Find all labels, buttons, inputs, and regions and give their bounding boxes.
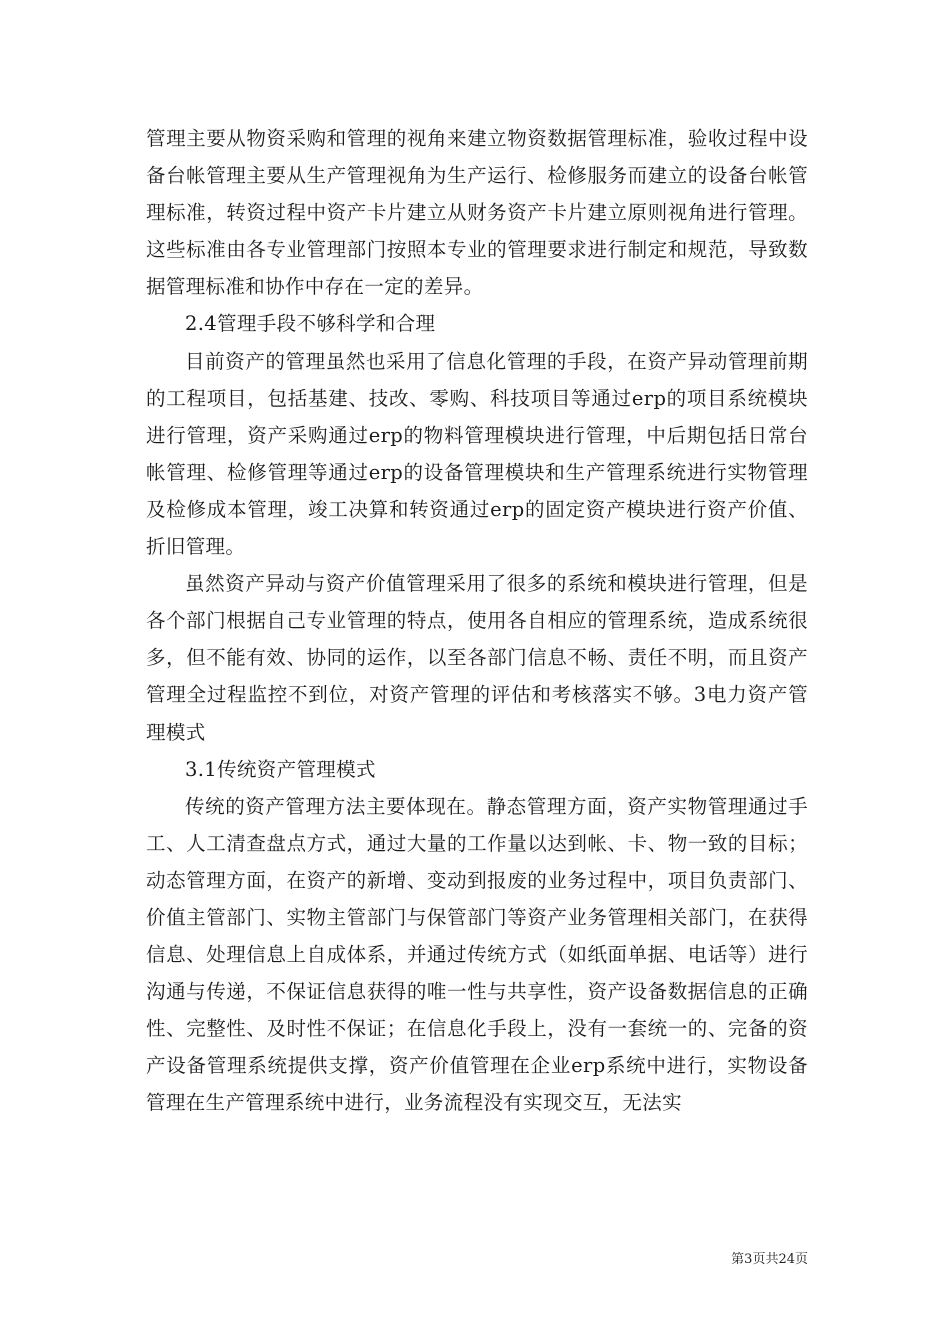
section-heading-2-4: 2.4管理手段不够科学和合理 (185, 312, 436, 336)
paragraph-traditional-management: 传统的资产管理方法主要体现在。静态管理方面，资产实物管理通过手工、人工清查盘点方式，通过大量的工作量以达到帐、卡、物一致的目标；动态管理方面，在资产的新增、变动到报废的业务过程中，项目负责部门、价值主管部门、实物主管部门与保管部门等资产业务管理相关部门，在获得信息、处理信息上自成体系，并通过传统方式（如纸面单据、电话等）进行沟通与传递，不保证信息获得的唯一性与共享性，资产设备数据信息的正确性、完整性、及时性不保证；在信息化手段上，没有一套统一的、完备的资产设备管理系统提供支撑，资产价值管理在企业erp系统中进行，实物设备管理在生产管理系统中进行，业务流程没有实现交互，无法实 (146, 794, 808, 1115)
page-number-footer: 第3页共24页 (731, 1252, 808, 1267)
paragraph-information-management: 目前资产的管理虽然也采用了信息化管理的手段，在资产异动管理前期的工程项目，包括基建、技改、零购、科技项目等通过erp的项目系统模块进行管理，资产采购通过erp的物料管理模块进行管理，中后期包括日常台帐管理、检修管理等通过erp的设备管理模块和生产管理系统进行实物管理及检修成本管理，竣工决算和转资通过erp的固定资产模块进行资产价值、折旧管理。 (146, 349, 808, 559)
section-heading-3-1: 3.1传统资产管理模式 (185, 757, 376, 781)
paragraph-system-coordination: 虽然资产异动与资产价值管理采用了很多的系统和模块进行管理，但是各个部门根据自己专业管理的特点，使用各自相应的管理系统，造成系统很多，但不能有效、协同的运作，以至各部门信息不畅、责任不明，而且资产管理全过程监控不到位，对资产管理的评估和考核落实不够。3电力资产管理模式 (146, 572, 808, 744)
document-body (146, 120, 808, 1122)
paragraph-continuation: 管理主要从物资采购和管理的视角来建立物资数据管理标准，验收过程中设备台帐管理主要从生产管理视角为生产运行、检修服务而建立的设备台帐管理标准，转资过程中资产卡片建立从财务资产卡片建立原则视角进行管理。这些标准由各专业管理部门按照本专业的管理要求进行制定和规范，导致数据管理标准和协作中存在一定的差异。 (146, 127, 808, 299)
